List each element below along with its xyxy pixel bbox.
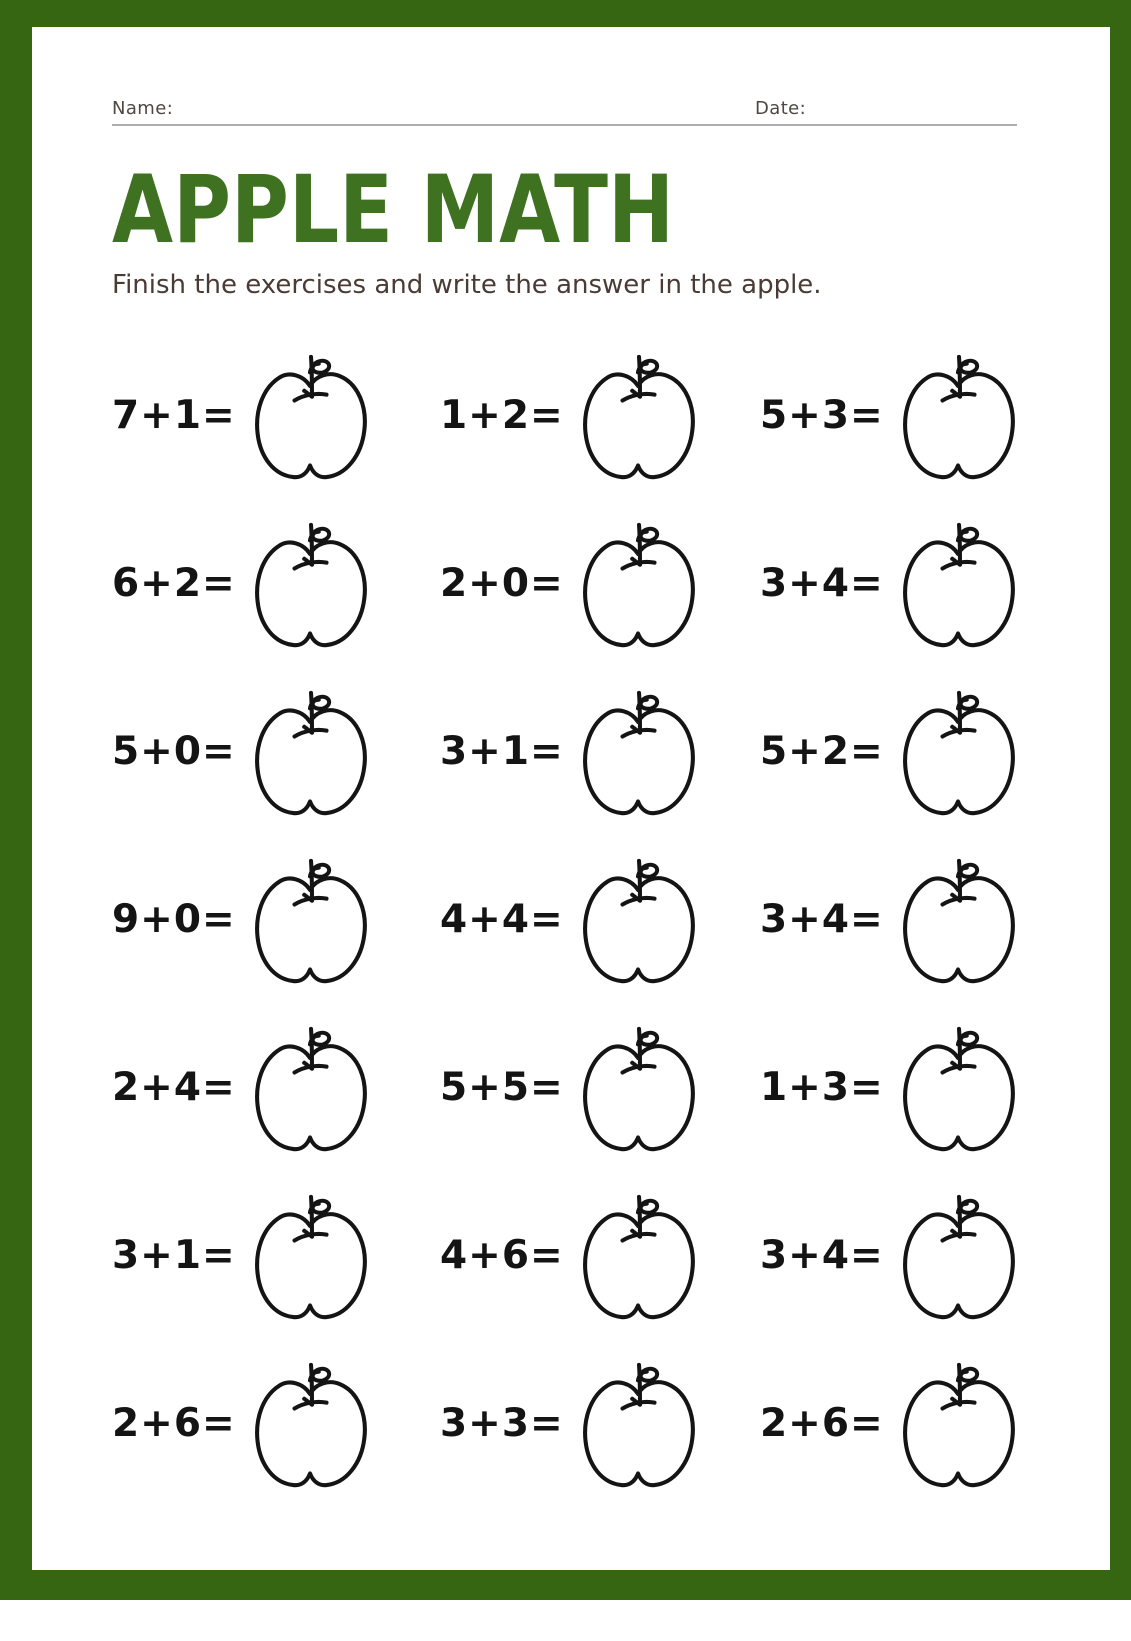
- apple-icon: [576, 1191, 702, 1321]
- apple-icon: [248, 687, 374, 817]
- problem-cell: [440, 1340, 760, 1508]
- problem-cell: [112, 836, 440, 1004]
- problem-cell: [760, 1172, 1110, 1340]
- apple-icon: [896, 351, 1022, 481]
- problem-text: 5+3=: [760, 393, 884, 439]
- apple-icon: [896, 519, 1022, 649]
- problem-text: 4+4=: [440, 897, 564, 943]
- name-label: Name:: [112, 98, 174, 119]
- apple-icon: [576, 1023, 702, 1153]
- problem-text: 5+0=: [112, 729, 236, 775]
- problem-text: 1+2=: [440, 393, 564, 439]
- apple-icon: [896, 1191, 1022, 1321]
- apple-icon: [896, 855, 1022, 985]
- problem-cell: [440, 836, 760, 1004]
- apple-icon: [248, 855, 374, 985]
- problems-grid: [112, 332, 1110, 1508]
- apple-icon: [576, 855, 702, 985]
- problem-cell: [760, 332, 1110, 500]
- problem-cell: [112, 1004, 440, 1172]
- apple-icon: [576, 519, 702, 649]
- instructions-text: Finish the exercises and write the answer in the apple.: [112, 270, 822, 301]
- apple-icon: [576, 1359, 702, 1489]
- problem-text: 3+4=: [760, 1233, 884, 1279]
- problem-text: 5+5=: [440, 1065, 564, 1111]
- page-title: APPLE MATH: [112, 156, 675, 265]
- name-date-header: [112, 98, 1017, 126]
- apple-icon: [896, 687, 1022, 817]
- problem-text: 9+0=: [112, 897, 236, 943]
- problem-cell: [760, 1340, 1110, 1508]
- problem-text: 2+0=: [440, 561, 564, 607]
- problem-cell: [112, 1172, 440, 1340]
- problem-text: 4+6=: [440, 1233, 564, 1279]
- problem-cell: [760, 668, 1110, 836]
- problem-text: 2+6=: [112, 1401, 236, 1447]
- date-label: Date:: [755, 98, 807, 119]
- problem-cell: [112, 500, 440, 668]
- problem-cell: [112, 668, 440, 836]
- apple-icon: [896, 1359, 1022, 1489]
- problem-text: 3+1=: [112, 1233, 236, 1279]
- problem-text: 2+4=: [112, 1065, 236, 1111]
- apple-icon: [576, 687, 702, 817]
- problem-cell: [440, 332, 760, 500]
- problem-cell: [440, 668, 760, 836]
- problem-cell: [760, 836, 1110, 1004]
- problem-cell: [440, 1172, 760, 1340]
- apple-icon: [248, 519, 374, 649]
- apple-icon: [248, 1359, 374, 1489]
- problem-text: 3+3=: [440, 1401, 564, 1447]
- problem-text: 5+2=: [760, 729, 884, 775]
- problem-text: 2+6=: [760, 1401, 884, 1447]
- apple-icon: [248, 351, 374, 481]
- problem-text: 6+2=: [112, 561, 236, 607]
- problem-text: 1+3=: [760, 1065, 884, 1111]
- apple-icon: [248, 1023, 374, 1153]
- problem-cell: [760, 500, 1110, 668]
- problem-cell: [112, 332, 440, 500]
- problem-text: 3+4=: [760, 561, 884, 607]
- apple-icon: [576, 351, 702, 481]
- worksheet-sheet: [32, 98, 1110, 1641]
- problem-cell: [440, 500, 760, 668]
- problem-cell: [112, 1340, 440, 1508]
- apple-icon: [896, 1023, 1022, 1153]
- problem-cell: [440, 1004, 760, 1172]
- apple-icon: [248, 1191, 374, 1321]
- problem-cell: [760, 1004, 1110, 1172]
- problem-text: 7+1=: [112, 393, 236, 439]
- problem-text: 3+1=: [440, 729, 564, 775]
- problem-text: 3+4=: [760, 897, 884, 943]
